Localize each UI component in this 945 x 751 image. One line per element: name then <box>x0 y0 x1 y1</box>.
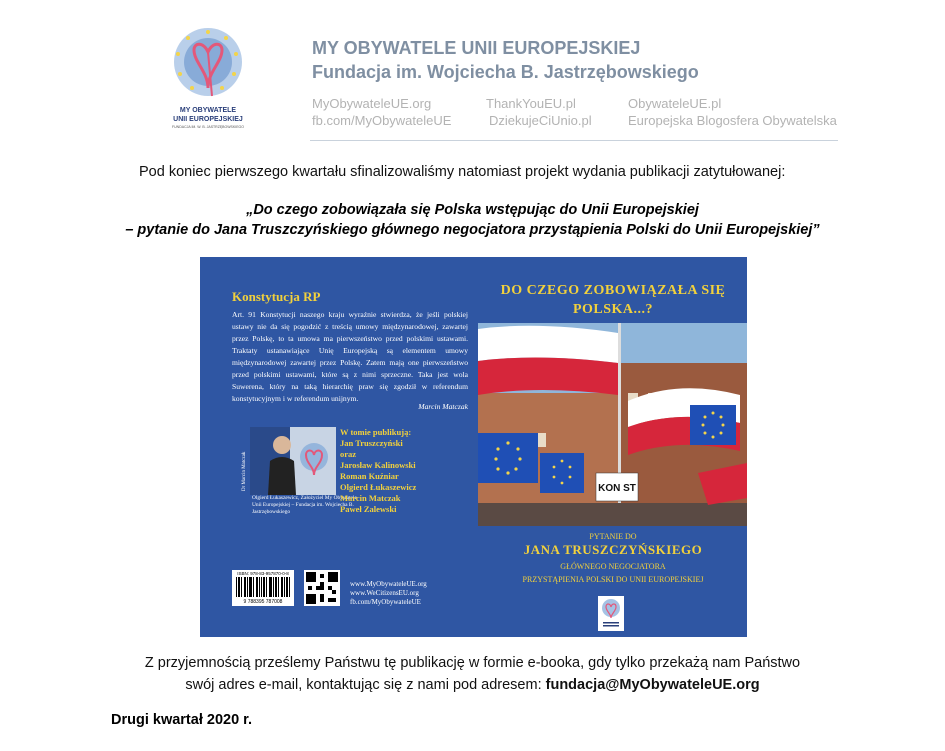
photo-caption: Olgierd Łukaszewicz, Założyciel My Obywatele Unii Europejskiej – Fundacja im. Wojciecha B. Jastrzębowskiego <box>252 495 357 515</box>
author-4: Olgierd Łukaszewicz <box>340 482 417 492</box>
front-sub2: JANA TRUSZCZYŃSKIEGO <box>523 542 703 557</box>
header-title: MY OBYWATELE UNII EUROPEJSKIEJ <box>312 38 641 58</box>
flags-photo <box>478 323 747 526</box>
intro-paragraph: Pod koniec pierwszego kwartału sfinalizowaliśmy natomiast projekt wydania publikacji zatytułowanej: <box>139 164 786 180</box>
publication-title-line2: – pytanie do Jana Truszczyńskiego głównego negocjatora przystąpienia Polski do Unii Europejskiej” <box>125 222 820 238</box>
vertical-label-text: Dr Marcin Matczak <box>242 451 247 491</box>
foundation-logo <box>168 22 248 140</box>
url-fb: fb.com/MyObywateleUE <box>350 598 421 606</box>
link-europejska-blogosfera[interactable]: Europejska Blogosfera Obywatelska <box>628 113 837 128</box>
publication-title-line1: „Do czego zobowiązała się Polska wstępując do Unii Europejskiej <box>246 202 699 218</box>
front-logo <box>598 596 624 631</box>
link-thankyoueu[interactable]: ThankYouEU.pl <box>486 96 576 111</box>
book-cover <box>200 257 747 637</box>
url-wecitizenseu: www.WeCitizensEU.org <box>350 589 419 597</box>
front-title-line2: POLSKA...? <box>572 302 654 317</box>
in-volume-heading: W tomie publikują: <box>340 427 412 437</box>
barcode-digits: 9 788395 787008 <box>232 599 294 605</box>
sign-text: KON ST <box>598 483 636 494</box>
front-sub3: GŁÓWNEGO NEGOCJATORA <box>560 562 666 571</box>
front-sub4: PRZYSTĄPIENIA POLSKI DO UNII EUROPEJSKIEJ <box>522 575 704 584</box>
contact-email[interactable]: fundacja@MyObywateleUE.org <box>545 677 760 693</box>
closing-line2 <box>0 677 945 693</box>
vertical-label <box>238 427 248 495</box>
front-sub1: PYTANIE DO <box>589 532 637 541</box>
logo-line2: UNII EUROPEJSKIEJ <box>173 116 243 123</box>
back-heading: Konstytucja RP <box>232 289 321 304</box>
url-myobywateleue: www.MyObywateleUE.org <box>350 580 427 588</box>
author-1: Jan Truszczyński <box>340 438 403 448</box>
isbn-text: ISBN: 978-83-957870-0-8 <box>237 571 289 576</box>
back-signature: Marcin Matczak <box>418 402 468 411</box>
header-divider <box>310 140 838 141</box>
author-5: Marcin Matczak <box>340 493 401 503</box>
author-and: oraz <box>340 449 357 459</box>
section-heading: Drugi kwartał 2020 r. <box>111 712 253 728</box>
header-subtitle: Fundacja im. Wojciecha B. Jastrzębowskiego <box>312 62 699 82</box>
link-obywateleue-pl[interactable]: ObywateleUE.pl <box>628 96 722 111</box>
link-myobywateleue-org[interactable]: MyObywateleUE.org <box>312 96 432 111</box>
front-title-line1: DO CZEGO ZOBOWIĄZAŁA SIĘ <box>500 283 726 298</box>
link-fb-myobywateleue[interactable]: fb.com/MyObywateleUE <box>312 113 452 128</box>
author-photo <box>250 427 336 495</box>
author-2: Jarosław Kalinowski <box>340 460 416 470</box>
closing-line2-text: swój adres e-mail, kontaktując się z nami pod adresem: <box>185 677 546 693</box>
author-6: Paweł Zalewski <box>340 504 397 514</box>
link-dziekujeciunio[interactable]: DziekujeCiUnio.pl <box>489 113 592 128</box>
back-text: Art. 91 Konstytucji naszego kraju wyraźnie stwierdza, że jeśli polskiej ustawy nie da się pogodzić z treścią umowy międzynarodowej, zawartej przez Polskę, to ta umowa ma pierwszeństwo przed polskimi ustawami. Traktaty ustanawiające Unię Europejską są elementem umowy międzynarodowej zawartej przez Polskę. Zatem mają one pierwszeństwo przed polskimi ustawami, które są z nimi sprzeczne. Taka jest wola Suwerena, który na taką hierarchię praw się zgodził w referendum konstytucyjnym i w referendum unijnym. <box>232 310 468 403</box>
logo-line1: MY OBYWATELE <box>179 107 237 114</box>
closing-line1: Z przyjemnością prześlemy Państwu tę publikację w formie e-booka, gdy tylko przekażą nam Państwo <box>144 655 801 671</box>
author-3: Roman Kuźniar <box>340 471 399 481</box>
logo-line3: FUNDACJA IM. W. B. JASTRZĘBOWSKIEGO <box>172 125 244 129</box>
qr-code <box>304 570 340 606</box>
